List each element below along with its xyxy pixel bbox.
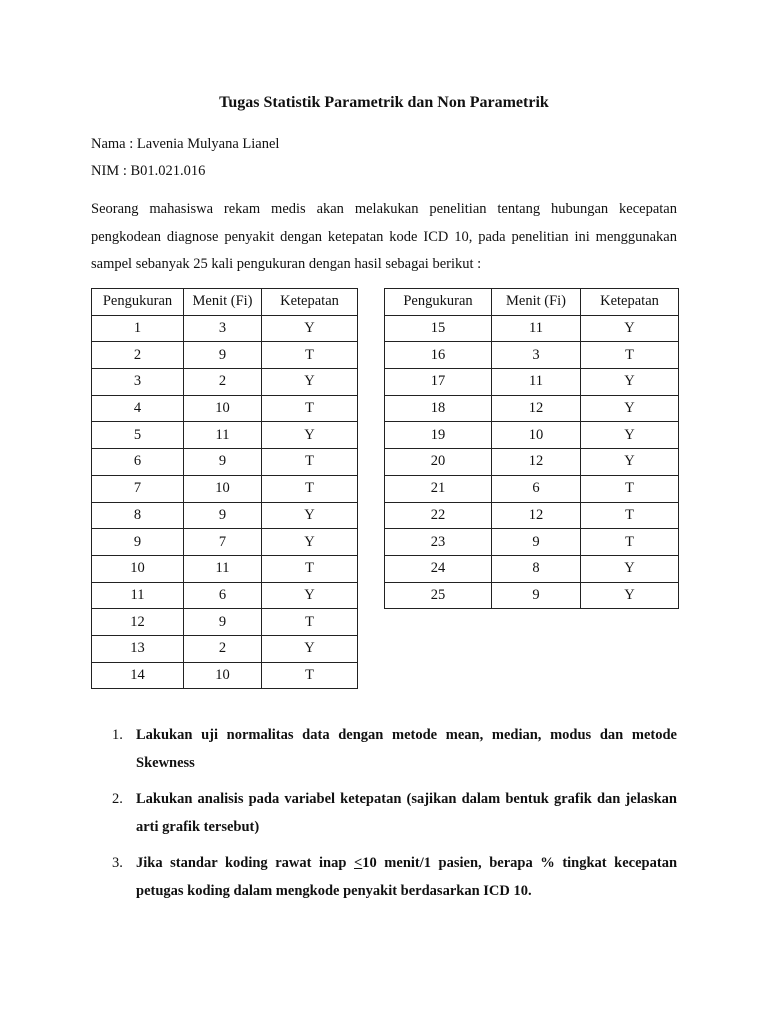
table-cell: 8: [492, 555, 581, 582]
question-text-symbol: <: [353, 855, 363, 871]
table-cell: Y: [262, 502, 358, 529]
table-cell: Y: [581, 369, 679, 396]
column-header: Menit (Fi): [184, 289, 262, 316]
table-cell: 15: [385, 315, 492, 342]
table-cell: 8: [92, 502, 184, 529]
table-cell: Y: [581, 315, 679, 342]
question-item: [91, 786, 677, 841]
table-cell: T: [262, 555, 358, 582]
column-header: Pengukuran: [385, 289, 492, 316]
table-cell: Y: [581, 555, 679, 582]
table-row: [385, 502, 679, 529]
table-cell: 14: [92, 662, 184, 689]
table-cell: T: [581, 529, 679, 556]
table-cell: 9: [492, 529, 581, 556]
question-number: 2.: [112, 791, 123, 807]
table-cell: Y: [581, 449, 679, 476]
table-cell: Y: [262, 635, 358, 662]
table-cell: 12: [492, 395, 581, 422]
table-cell: 11: [184, 555, 262, 582]
table-cell: 6: [184, 582, 262, 609]
table-cell: Y: [262, 422, 358, 449]
document-title: Tugas Statistik Parametrik dan Non Parametrik: [219, 94, 549, 111]
table-row: [92, 502, 358, 529]
table-cell: 12: [92, 609, 184, 636]
table-row: [385, 342, 679, 369]
table-cell: 11: [92, 582, 184, 609]
table-cell: 10: [92, 555, 184, 582]
table-cell: 3: [492, 342, 581, 369]
table-row: [92, 369, 358, 396]
intro-paragraph: Seorang mahasiswa rekam medis akan melakukan penelitian tentang hubungan kecepatan pengkodean diagnose penyakit dengan ketepatan kode ICD 10, pada penelitian ini menggunakan sampel sebanyak 25 kali pengukuran dengan hasil sebagai berikut :: [91, 201, 677, 272]
table-row: [385, 555, 679, 582]
table-header-row: [385, 289, 679, 316]
column-header: Ketepatan: [262, 289, 358, 316]
table-cell: T: [262, 609, 358, 636]
table-cell: 22: [385, 502, 492, 529]
table-cell: 18: [385, 395, 492, 422]
table-cell: 9: [184, 342, 262, 369]
table-row: [385, 475, 679, 502]
table-cell: 21: [385, 475, 492, 502]
table-cell: Y: [581, 422, 679, 449]
table-cell: Y: [262, 369, 358, 396]
table-cell: Y: [581, 395, 679, 422]
data-table-right: [384, 288, 679, 609]
question-text-pre: Jika standar koding rawat inap: [136, 855, 354, 871]
table-row: [385, 369, 679, 396]
table-cell: 9: [184, 609, 262, 636]
table-header-row: [92, 289, 358, 316]
table-cell: 11: [492, 315, 581, 342]
table-cell: 7: [184, 529, 262, 556]
table-cell: 11: [492, 369, 581, 396]
table-cell: Y: [581, 582, 679, 609]
question-item: [91, 722, 677, 777]
question-number: 1.: [112, 727, 123, 743]
student-name: Nama : Lavenia Mulyana Lianel: [91, 136, 280, 152]
table-cell: 9: [492, 582, 581, 609]
table-cell: 6: [492, 475, 581, 502]
student-nim: NIM : B01.021.016: [91, 163, 206, 179]
table-cell: Y: [262, 315, 358, 342]
table-cell: 9: [184, 449, 262, 476]
table-cell: 2: [184, 369, 262, 396]
table-cell: T: [262, 475, 358, 502]
table-row: [92, 582, 358, 609]
question-list: [91, 722, 677, 914]
column-header: Menit (Fi): [492, 289, 581, 316]
table-row: [92, 555, 358, 582]
table-cell: T: [581, 475, 679, 502]
table-row: [385, 449, 679, 476]
table-row: [92, 449, 358, 476]
table-cell: T: [262, 342, 358, 369]
question-item: [91, 850, 677, 905]
table-cell: 25: [385, 582, 492, 609]
table-cell: 1: [92, 315, 184, 342]
table-cell: 2: [184, 635, 262, 662]
table-row: [385, 422, 679, 449]
table-cell: T: [262, 395, 358, 422]
table-cell: T: [581, 342, 679, 369]
table-row: [385, 315, 679, 342]
table-cell: 24: [385, 555, 492, 582]
question-text: Lakukan uji normalitas data dengan metode mean, median, modus dan metode Skewness: [136, 727, 677, 771]
table-row: [385, 529, 679, 556]
table-cell: 10: [184, 395, 262, 422]
table-cell: 3: [92, 369, 184, 396]
table-cell: T: [262, 449, 358, 476]
table-cell: 6: [92, 449, 184, 476]
data-table-left: [91, 288, 358, 689]
table-cell: 10: [184, 475, 262, 502]
table-cell: 13: [92, 635, 184, 662]
table-row: [92, 609, 358, 636]
table-cell: 2: [92, 342, 184, 369]
table-cell: 9: [184, 502, 262, 529]
table-cell: 12: [492, 449, 581, 476]
table-cell: Y: [262, 529, 358, 556]
table-row: [92, 475, 358, 502]
table-row: [92, 395, 358, 422]
table-cell: 16: [385, 342, 492, 369]
table-cell: Y: [262, 582, 358, 609]
table-cell: 12: [492, 502, 581, 529]
table-row: [92, 635, 358, 662]
table-cell: 20: [385, 449, 492, 476]
table-cell: 3: [184, 315, 262, 342]
table-cell: T: [581, 502, 679, 529]
column-header: Pengukuran: [92, 289, 184, 316]
table-cell: 11: [184, 422, 262, 449]
table-cell: T: [262, 662, 358, 689]
table-row: [385, 582, 679, 609]
table-row: [92, 315, 358, 342]
question-number: 3.: [112, 855, 123, 871]
table-cell: 5: [92, 422, 184, 449]
table-cell: 17: [385, 369, 492, 396]
table-row: [92, 422, 358, 449]
table-cell: 4: [92, 395, 184, 422]
table-row: [92, 662, 358, 689]
question-text-post: 10 menit/1 pasien, berapa % tingkat kecepatan petugas koding dalam mengkode penyakit berdasarkan ICD 10.: [136, 855, 678, 899]
column-header: Ketepatan: [581, 289, 679, 316]
table-cell: 9: [92, 529, 184, 556]
table-cell: 10: [184, 662, 262, 689]
question-text: Lakukan analisis pada variabel ketepatan (sajikan dalam bentuk grafik dan jelaskan arti grafik tersebut): [136, 791, 677, 835]
table-row: [92, 529, 358, 556]
table-cell: 10: [492, 422, 581, 449]
table-row: [385, 395, 679, 422]
table-cell: 7: [92, 475, 184, 502]
table-cell: 19: [385, 422, 492, 449]
table-cell: 23: [385, 529, 492, 556]
table-row: [92, 342, 358, 369]
